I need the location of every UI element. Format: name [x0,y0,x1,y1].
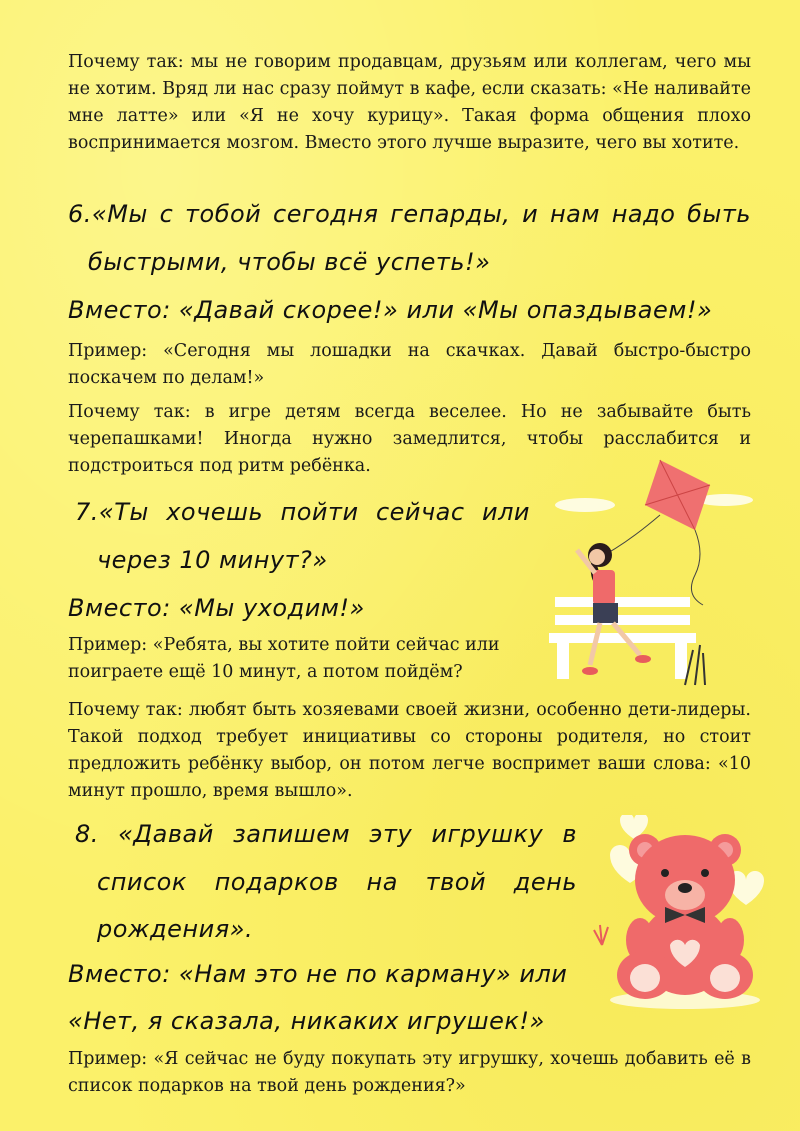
paragraph-why-6: Почему так: в игре детям всегда веселее. Но не забывайте быть черепашками! Иногда нужно замедлится, чтобы расслабится и подстроиться под ритм ребёнка. [68,402,751,476]
paragraph-why-7: Почему так: любят быть хозяевами своей жизни, особенно дети-лидеры. Такой подход требует инициативы со стороны родителя, но стоит предложить ребёнку выбор, он потом легче воспримет ваши слова: «10 минут прошло, время вышло». [68,700,751,801]
paragraph-example-7-line1: Пример: «Ребята, вы хотите пойти сейчас или [68,635,500,655]
paragraph-example-6: Пример: «Сегодня мы лошадки на скачках. Давай быстро-быстро поскачем по делам!» [68,341,751,388]
heading-6-instead: Вместо: «Давай скорее!» или «Мы опаздываем!» [68,296,713,324]
girl-with-kite-illustration [535,455,760,690]
paragraph-example-7-line2: поиграете ещё 10 минут, а потом пойдём? [68,662,463,682]
heading-7-instead: Вместо: «Мы уходим!» [68,594,365,622]
paragraph-example-8: Пример: «Я сейчас не буду покупать эту игрушку, хочешь добавить её в список подарков на твой день рождения?» [68,1049,751,1096]
heading-8-instead-line2: «Нет, я сказала, никаких игрушек!» [68,1007,545,1035]
paragraph-why-1: Почему так: мы не говорим продавцам, друзьям или коллегам, чего мы не хотим. Вряд ли нас сразу поймут в кафе, если сказать: «Не наливайте мне латте» или «Я не хочу курицу». Такая форма общения плохо воспринимается мозгом. Вместо этого лучше выразите, чего вы хотите. [68,52,751,153]
heading-8-instead-line1: Вместо: «Нам это не по карману» или [68,960,568,988]
heading-7-line2: через 10 минут?» [97,546,328,574]
heading-6-line1: 6.«Мы с тобой сегодня гепарды, и нам надо быть [68,200,751,228]
heading-6-line2: быстрыми, чтобы всё успеть!» [88,248,491,276]
heading-8-line1: 8. «Давай запишем эту игрушку в [75,820,577,848]
heading-8-line3: рождения». [97,915,254,943]
heading-7-line1: 7.«Ты хочешь пойти сейчас или [75,498,530,526]
heading-8-line2: список подарков на твой день [97,868,577,896]
teddy-bear-illustration [590,815,780,1010]
